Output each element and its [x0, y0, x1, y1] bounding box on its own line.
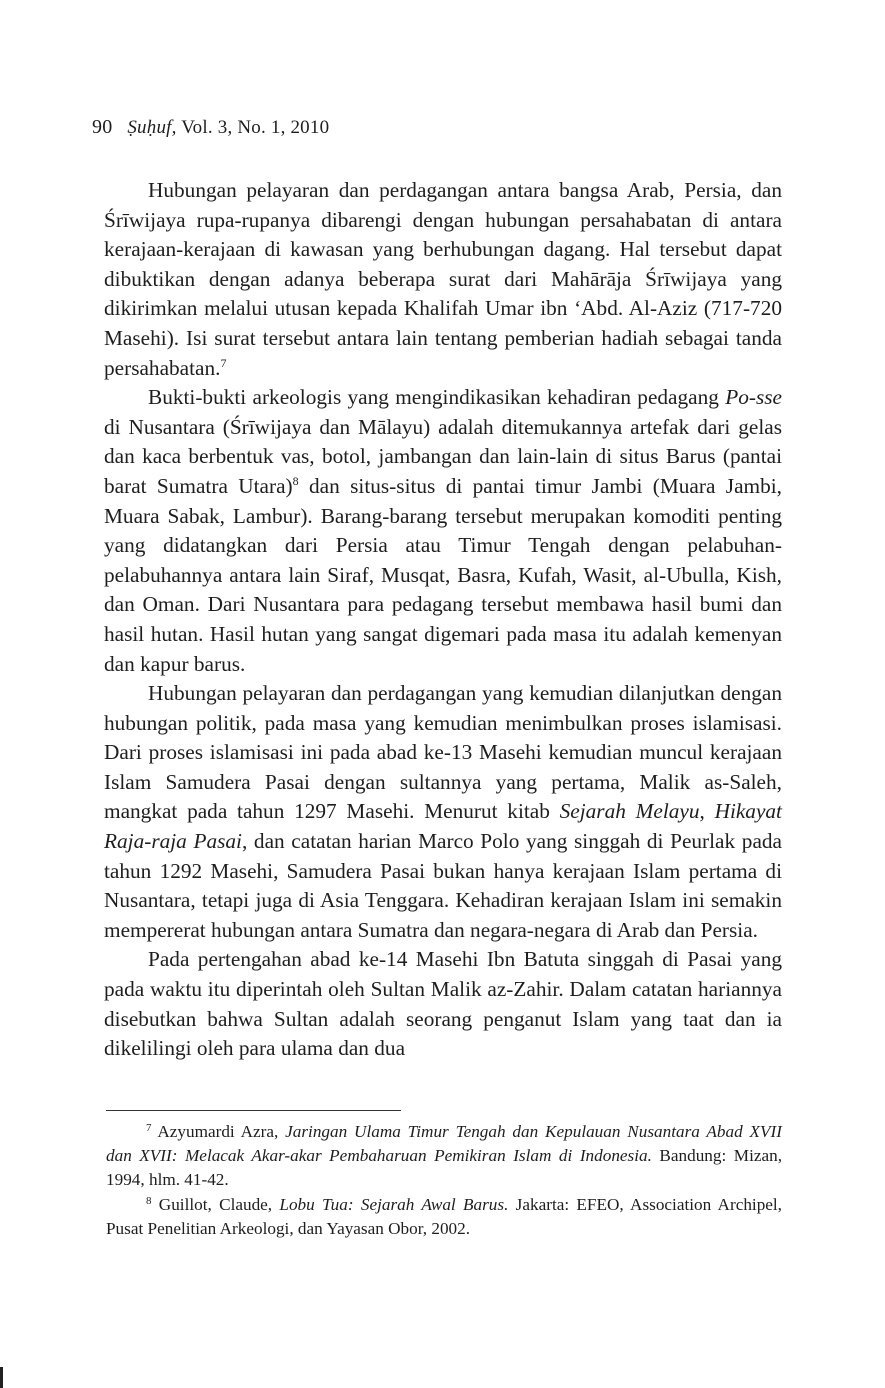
footnote-divider	[106, 1110, 401, 1111]
paragraph-text: dan situs-situs di pantai timur Jambi (Muara Jambi, Muara Sabak, Lambur). Barang-barang tersebut merupakan komoditi penting yang didatangkan dari Persia atau Timur Tengah dengan pelabuhan-pelabuhannya antara lain Siraf, Musqat, Basra, Kufah, Wasit, al-Ubulla, Kish, dan Oman. Dari Nusantara para pedagang tersebut membawa hasil bumi dan hasil hutan. Hasil hutan yang sangat digemari pada masa itu adalah kemenyan dan kapur barus.	[104, 473, 782, 676]
paragraph-1	[104, 176, 782, 383]
footnote-number: 8	[146, 1194, 152, 1207]
footnote-ref-8[interactable]: 8	[292, 473, 299, 488]
italic-title: Sejarah Melayu	[559, 799, 700, 824]
footnote-8	[106, 1193, 782, 1241]
paragraph-text: Hubungan pelayaran dan perdagangan yang kemudian dilanjutkan dengan hubungan politik, pada masa yang kemudian menimbulkan proses islamisasi. Dari proses islamisasi ini pada abad ke-13 Masehi kemudian muncul kerajaan Islam Samudera Pasai dengan sultannya yang pertama, Malik as-Saleh, mangkat pada tahun 1297 Masehi. Menurut kitab	[104, 681, 782, 824]
journal-title: Ṣuḥuf,	[127, 117, 177, 138]
running-header	[92, 116, 329, 139]
paragraph-2	[104, 383, 782, 679]
paragraph-3	[104, 679, 782, 945]
paragraph-text: di Nusantara (Śrīwijaya dan Mālayu) adalah ditemukannya artefak dari gelas dan kaca berbentuk vas, botol, jambangan dan lain-lain di situs Barus (pantai barat Sumatra Utara)	[104, 414, 782, 498]
scan-edge-mark	[0, 1367, 3, 1388]
footnote-7	[106, 1120, 782, 1193]
paragraph-text: Bukti-bukti arkeologis yang mengindikasikan kehadiran pedagang	[148, 385, 726, 410]
italic-term: Po-sse	[725, 385, 782, 410]
paragraph-text: , dan catatan harian Marco Polo yang singgah di Peurlak pada tahun 1292 Masehi, Samudera Pasai bukan hanya kerajaan Islam pertama di Nusantara, tetapi juga di Asia Tenggara. Kehadiran kerajaan Islam ini semakin mempererat hubungan antara Sumatra dan negara-negara di Arab dan Persia.	[104, 829, 782, 942]
paragraph-text: Hubungan pelayaran dan perdagangan antara bangsa Arab, Persia, dan Śrīwijaya rupa-rupanya dibarengi dengan hubungan persahabatan di antara kerajaan-kerajaan di kawasan yang berhubungan dagang. Hal tersebut dapat dibuktikan dengan adanya beberapa surat dari Mahārāja Śrīwijaya yang dikirimkan melalui utusan kepada Khalifah Umar ibn ‘Abd. Al-Aziz (717-720 Masehi). Isi surat tersebut antara lain tentang pemberian hadiah sebagai tanda persahabatan.	[104, 178, 782, 380]
footnote-publication: Jakarta: EFEO, Association Archipel, Pusat Penelitian Arkeologi, dan Yayasan Obor, 2002.	[106, 1194, 782, 1238]
footnote-author: Guillot, Claude,	[151, 1194, 280, 1214]
footnote-number: 7	[146, 1122, 152, 1134]
page-number: 90	[92, 116, 113, 138]
volume-info: Vol. 3, No. 1, 2010	[181, 117, 330, 138]
footnote-author: Azyumardi Azra,	[151, 1122, 286, 1141]
footnote-ref-7[interactable]: 7	[220, 355, 227, 370]
footnote-title: Lobu Tua: Sejarah Awal Barus.	[279, 1194, 509, 1214]
paragraph-text: ,	[699, 799, 715, 824]
article-body	[104, 176, 782, 1064]
italic-title: Hikayat Raja-raja Pasai	[104, 799, 782, 854]
footnote-title: Jaringan Ulama Timur Tengah dan Kepulauan Nusantara Abad XVII dan XVII: Melacak Akar-akar Pembaharuan Pemikiran Islam di Indonesia.	[106, 1122, 782, 1166]
paragraph-text: Pada pertengahan abad ke-14 Masehi Ibn Batuta singgah di Pasai yang pada waktu itu diperintah oleh Sultan Malik az-Zahir. Dalam catatan hariannya disebutkan bahwa Sultan adalah seorang penganut Islam yang taat dan ia dikelilingi oleh para ulama dan dua	[104, 947, 782, 1061]
footnote-publication: Bandung: Mizan, 1994, hlm. 41-42.	[106, 1146, 782, 1190]
footnotes	[106, 1120, 782, 1241]
paragraph-4	[104, 945, 782, 1063]
